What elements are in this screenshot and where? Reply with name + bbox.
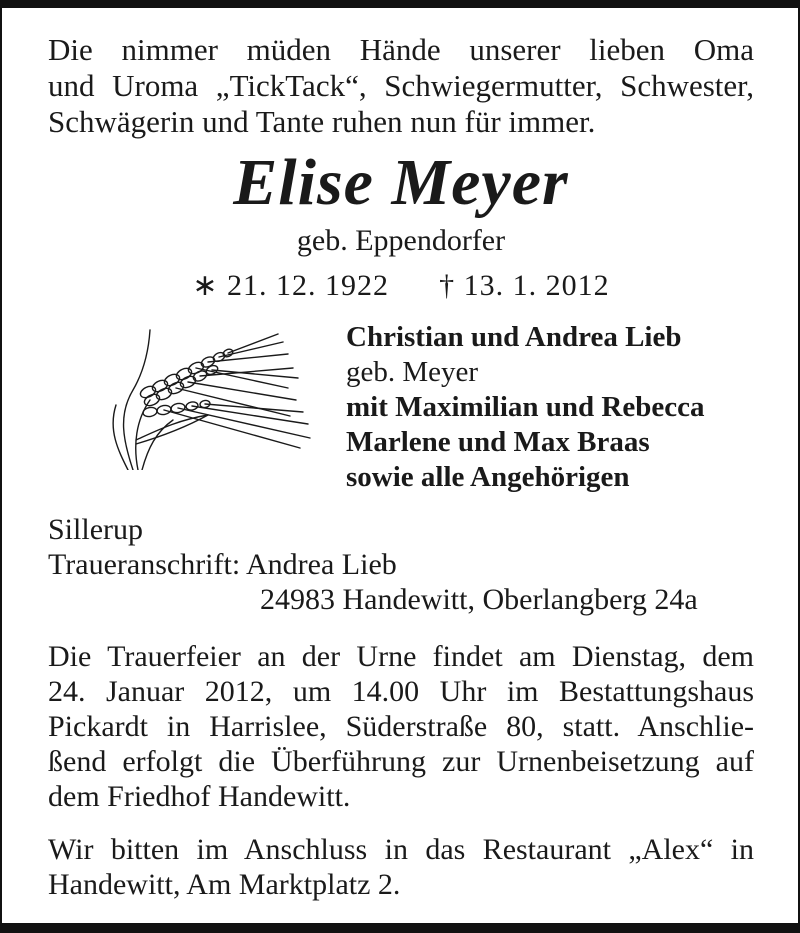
mourner-line: sowie alle Angehörigen: [346, 461, 630, 493]
address-label: Traueranschrift: Andrea Lieb: [48, 548, 397, 581]
mourner-line: geb. Meyer: [346, 356, 479, 388]
ceremony-line: Pickardt in Harrislee, Süderstraße 80, statt. Anschlie-: [48, 710, 754, 743]
ceremony-line: ßend erfolgt die Überführung zur Urnenbeisetzung auf: [48, 745, 754, 778]
intro-text: [48, 32, 754, 140]
ceremony-text: [48, 639, 754, 814]
ceremony-line: dem Friedhof Handewitt.: [48, 780, 351, 813]
wheat-ear-icon: [78, 320, 318, 470]
mourner-line: mit Maximilian und Rebecca: [346, 391, 705, 423]
address-street: 24983 Handewitt, Oberlangberg 24a: [260, 583, 698, 616]
intro-line: Die nimmer müden Hände unserer lieben Oma: [48, 32, 754, 67]
ceremony-line: 24. Januar 2012, um 14.00 Uhr im Bestattungshaus: [48, 675, 754, 708]
ceremony-line: Die Trauerfeier an der Urne findet am Dienstag, dem: [48, 640, 754, 673]
invite-line: Wir bitten im Anschluss in das Restaurant „Alex“ in: [48, 833, 754, 866]
invitation-text: [48, 832, 754, 902]
death-date: † 13. 1. 2012: [439, 269, 610, 302]
family-block: [48, 320, 754, 512]
invite-line: Handewitt, Am Marktplatz 2.: [48, 868, 401, 901]
deceased-name: Elise Meyer: [233, 146, 569, 219]
birth-name: geb. Eppendorfer: [296, 224, 506, 257]
address-place: Sillerup: [48, 513, 143, 546]
obituary-notice: [48, 32, 754, 902]
life-dates: [48, 268, 754, 304]
mourning-address: [48, 512, 754, 617]
mourner-line: Christian und Andrea Lieb: [346, 321, 682, 353]
birth-date: ∗ 21. 12. 1922: [192, 269, 390, 302]
intro-line: und Uroma „TickTack“, Schwiegermutter, Schwester,: [48, 68, 754, 103]
intro-line: Schwägerin und Tante ruhen nun für immer.: [48, 104, 596, 139]
mourners-list: [346, 320, 704, 495]
mourner-line: Marlene und Max Braas: [346, 426, 650, 458]
